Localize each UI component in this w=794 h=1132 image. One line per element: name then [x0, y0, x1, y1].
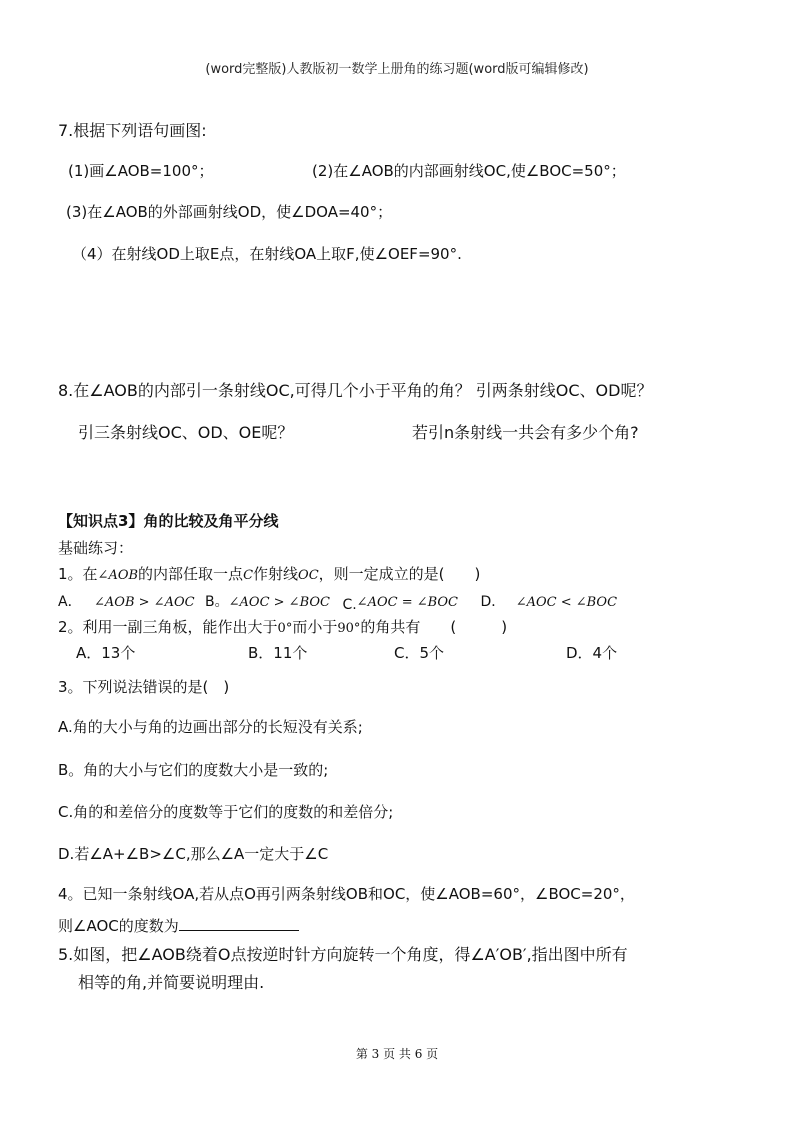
p1-option-d: ∠AOC < ∠BOC [515, 595, 618, 610]
p2-mid: 而小于 [292, 618, 338, 636]
p2-option-b: B．11个 [248, 644, 308, 662]
p3-option-c: C.角的和差倍分的度数等于它们的度数的和差倍分; [58, 803, 394, 821]
basic-practice-label: 基础练习： [58, 539, 134, 557]
page-footer: 第 3 页 共 6 页 [355, 1047, 439, 1061]
p5-line-2: 相等的角,并简要说明理由. [78, 973, 265, 992]
p4-question: 则∠AOC的度数为 [58, 917, 179, 935]
p2-option-c: C．5个 [394, 644, 445, 662]
p1-post: ，则一定成立的是( ) [318, 565, 481, 583]
section-title: 【知识点3】角的比较及角平分线 [58, 512, 279, 530]
p1-ray: OC [298, 568, 319, 583]
p1-option-b-label: B。 [205, 594, 229, 610]
p2-value-0: 0° [277, 621, 293, 636]
q7-stem: 7.根据下列语句画图: [58, 121, 207, 140]
q7-step-4: （4）在射线OD上取E点，在射线OA上取F,使∠OEF=90°. [72, 245, 462, 263]
document-header: (word完整版)人教版初一数学上册角的练习题(word版可编辑修改) [205, 62, 589, 77]
p3-option-a: A.角的大小与角的边画出部分的长短没有关系; [58, 718, 363, 736]
q8-three-rays: 引三条射线OC、OD、OE呢？ [78, 423, 294, 442]
p3-option-b: B。角的大小与它们的度数大小是一致的; [58, 761, 329, 779]
p1-option-a: ∠AOB > ∠AOC [94, 595, 195, 610]
p1-stem [58, 563, 480, 584]
q7-step-3: (3)在∠AOB的外部画射线OD，使∠DOA=40°； [66, 203, 393, 221]
p4-answer-blank[interactable] [179, 916, 299, 931]
p1-option-c: ∠AOC = ∠BOC [356, 595, 459, 610]
p3-option-d: D.若∠A+∠B>∠C,那么∠A一定大于∠C [58, 845, 329, 863]
p1-mid: 的内部任取一点 [138, 565, 244, 583]
p1-option-a-label: A． [58, 594, 82, 610]
p1-option-c-label: C. [342, 597, 357, 613]
p2-option-a: A．13个 [76, 644, 136, 662]
q7-step-1: (1)画∠AOB=100°； [68, 162, 214, 180]
p2-post: 的角共有 ( ) [360, 618, 508, 636]
p1-angle: ∠AOB [97, 568, 139, 583]
p1-option-b: ∠AOC > ∠BOC [228, 595, 330, 610]
q8-stem: 8.在∠AOB的内部引一条射线OC,可得几个小于平角的角？ 引两条射线OC、OD呢？ [58, 381, 653, 400]
q7-step-2: (2)在∠AOB的内部画射线OC,使∠BOC=50°； [312, 162, 626, 180]
p1-option-d-label: D． [480, 594, 506, 610]
p2-stem [58, 616, 507, 637]
p1-pre: 1。在 [58, 565, 98, 583]
p2-pre: 2。利用一副三角板，能作出大于 [58, 618, 278, 636]
p4-line-2 [58, 915, 299, 936]
p2-option-d: D．4个 [566, 644, 618, 662]
p1-point: C [243, 568, 254, 583]
q8-n-rays: 若引n条射线一共会有多少个角? [412, 423, 639, 442]
p1-mid2: 作射线 [253, 565, 299, 583]
p2-value-90: 90° [337, 621, 361, 636]
p1-options [58, 591, 617, 611]
p4-line-1: 4。已知一条射线OA,若从点O再引两条射线OB和OC，使∠AOB=60°，∠BOC=20°， [58, 885, 635, 903]
p5-line-1: 5.如图，把∠AOB绕着O点按逆时针方向旋转一个角度，得∠A′OB′,指出图中所有 [58, 945, 628, 964]
p3-stem: 3。下列说法错误的是( ) [58, 678, 230, 696]
